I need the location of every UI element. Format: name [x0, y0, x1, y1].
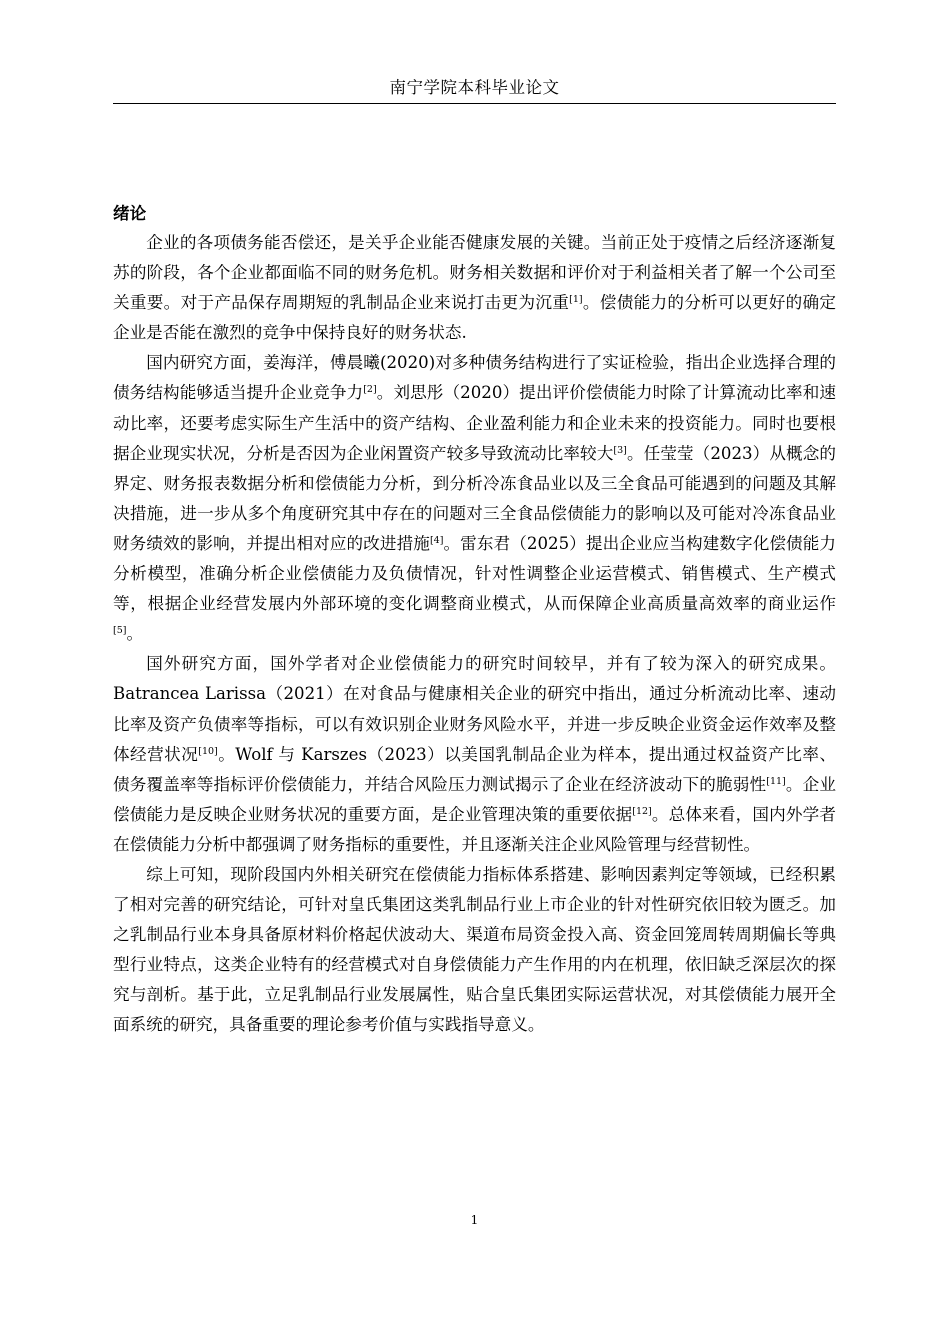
paragraph-3 — [113, 649, 836, 860]
paragraph-1-text-2: 。偿债能力的分析可以更好的确定企业是否能在激烈的竞争中保持良好的财务状态. — [113, 293, 837, 343]
citation-10: [10] — [198, 745, 218, 757]
paragraph-2-text-3: 。任莹莹（2023）从概念的界定、财务报表数据分析和偿债能力分析，到分析冷冻食品业以及三全食品可能遇到的问题及其解决措施，进一步从多个角度研究其中存在的问题对三全食品偿债能力的影响以及可能对冷冻食品业财务绩效的影响，并提出相对应的改进措施 — [113, 443, 836, 553]
paragraph-2-text-5: 。 — [126, 624, 144, 644]
paragraph-4-text-1: 综上可知，现阶段国内外相关研究在偿债能力指标体系搭建、影响因素判定等领域，已经积累了相对完善的研究结论，可针对皇氏集团这类乳制品行业上市企业的针对性研究依旧较为匮乏。加之乳制品行业本身具备原材料价格起伏波动大、渠道布局资金投入高、资金回笼周转周期偏长等典型行业特点，这类企业特有的经营模式对自身偿债能力产生作用的内在机理，依旧缺乏深层次的探究与剖析。基于此，立足乳制品行业发展属性，贴合皇氏集团实际运营状况，对其偿债能力展开全面系统的研究，具备重要的理论参考价值与实践指导意义。 — [113, 864, 836, 1035]
citation-11: [11] — [766, 775, 786, 787]
citation-1: [1] — [569, 294, 583, 306]
citation-5: [5] — [113, 625, 127, 637]
citation-4: [4] — [429, 534, 444, 546]
page-number: 1 — [470, 1213, 479, 1227]
paragraph-2 — [113, 348, 836, 649]
paragraph-2-text-4: 。雷东君（2025）提出企业应当构建数字化偿债能力分析模型，准确分析企业偿债能力及负债情况，针对性调整企业运营模式、销售模式、生产模式等，根据企业经营发展内外部环境的变化调整商业模式，从而保障企业高质量高效率的商业运作 — [113, 533, 837, 614]
citation-2: [2] — [363, 384, 377, 396]
paragraph-1 — [113, 228, 836, 348]
paragraph-3-text-3: 。企业偿债能力是反映企业财务状况的重要方面，是企业管理决策的重要依据 — [113, 774, 836, 824]
paragraph-3-text-2: 。Wolf 与 Karszes（2023）以美国乳制品企业为样本，提出通过权益资产比率、债务覆盖率等指标评价偿债能力，并结合风险压力测试揭示了企业在经济波动下的脆弱性 — [113, 744, 836, 794]
paragraph-4 — [113, 860, 836, 1041]
section-title: 绪论 — [113, 203, 147, 223]
main-content — [113, 197, 836, 1041]
paragraph-2-text-2: 。刘思彤（2020）提出评价偿债能力时除了计算流动比率和速动比率，还要考虑实际生产生活中的资产结构、企业盈利能力和企业未来的投资能力。同时也要根据企业现实状况，分析是否因为企业闲置资产较多导致流动比率较大 — [113, 383, 836, 463]
running-header: 南宁学院本科毕业论文 — [389, 78, 560, 97]
citation-12: [12] — [632, 805, 652, 817]
paragraph-1-text-1: 企业的各项债务能否偿还，是关乎企业能否健康发展的关键。当前正处于疫情之后经济逐渐复苏的阶段，各个企业都面临不同的财务危机。财务相关数据和评价对于利益相关者了解一个公司至关重要。对于产品保存周期短的乳制品企业来说打击更为沉重 — [113, 233, 836, 313]
paragraph-2-text-1: 国内研究方面，姜海洋，傅晨曦(2020)对多种债务结构进行了实证检验，指出企业选择合理的债务结构能够适当提升企业竞争力 — [113, 353, 836, 403]
paragraph-3-text-4: 。总体来看，国内外学者在偿债能力分析中都强调了财务指标的重要性，并且逐渐关注企业风险管理与经营韧性。 — [113, 804, 837, 854]
paragraph-3-text-1: 国外研究方面，国外学者对企业偿债能力的研究时间较早，并有了较为深入的研究成果。Batrancea Larissa（2021）在对食品与健康相关企业的研究中指出，通过分析流动比率、速动比率及资产负债率等指标，可以有效识别企业财务风险水平，并进一步反映企业资金运作效率及整体经营状况 — [113, 654, 836, 764]
citation-3: [3] — [613, 444, 627, 456]
header-rule — [113, 103, 836, 104]
